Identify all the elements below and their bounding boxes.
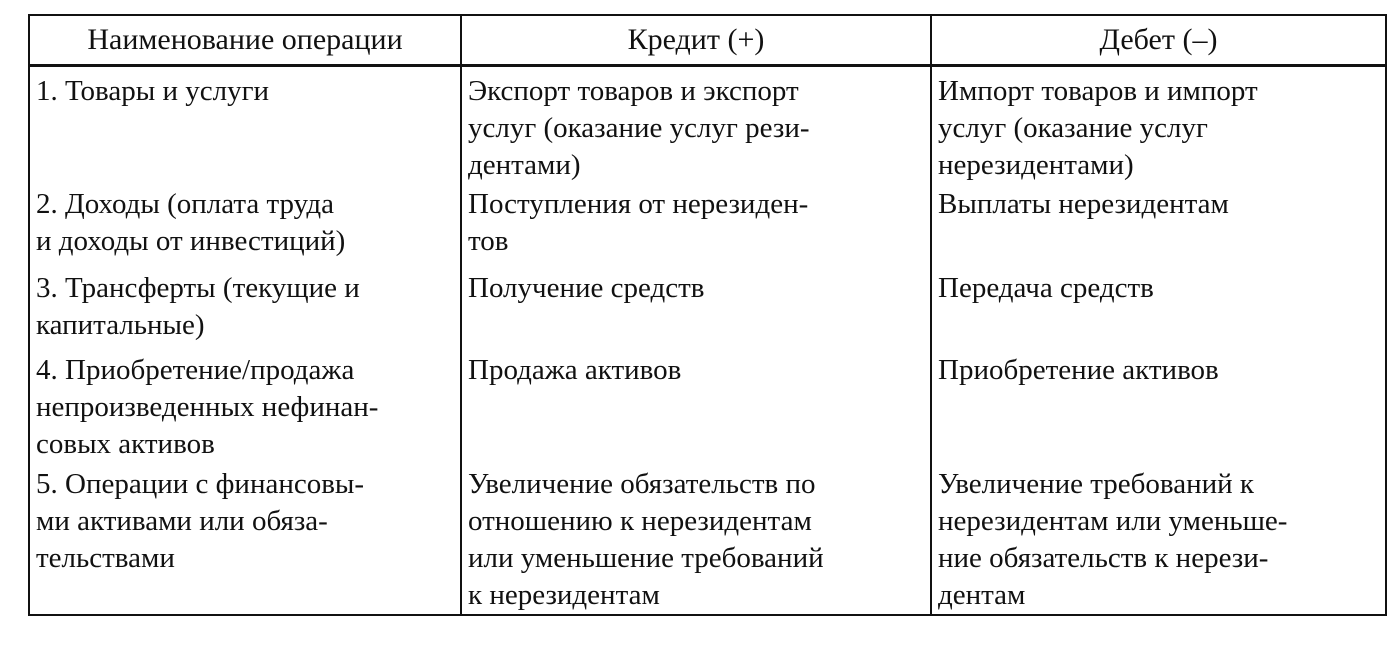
header-debit: Дебет (–) <box>931 15 1386 66</box>
cell-operation: 2. Доходы (оплата труда и доходы от инвестиций) <box>29 184 461 268</box>
cell-debit: Передача средств <box>931 268 1386 350</box>
table-header <box>29 15 1386 66</box>
operations-table <box>28 14 1387 616</box>
cell-credit: Поступления от нерезиден- тов <box>461 184 931 268</box>
cell-credit: Продажа активов <box>461 350 931 464</box>
header-operation-name: Наименование операции <box>29 15 461 66</box>
cell-operation: 5. Операции с финансовы- ми активами или обяза- тельствами <box>29 464 461 615</box>
cell-debit: Выплаты нерезидентам <box>931 184 1386 268</box>
table-row <box>29 464 1386 615</box>
header-credit: Кредит (+) <box>461 15 931 66</box>
document-page <box>28 14 1385 648</box>
table-row <box>29 184 1386 268</box>
header-row <box>29 15 1386 66</box>
table-row <box>29 350 1386 464</box>
cell-debit: Приобретение активов <box>931 350 1386 464</box>
cell-operation: 3. Трансферты (текущие и капитальные) <box>29 268 461 350</box>
table-row <box>29 268 1386 350</box>
cell-operation: 4. Приобретение/продажа непроизведенных нефинан- совых активов <box>29 350 461 464</box>
table-row <box>29 66 1386 185</box>
cell-credit: Получение средств <box>461 268 931 350</box>
cell-operation: 1. Товары и услуги <box>29 66 461 185</box>
cell-debit: Импорт товаров и импорт услуг (оказание услуг нерезидентами) <box>931 66 1386 185</box>
cell-debit: Увеличение требований к нерезидентам или уменьше- ние обязательств к нерези- дентам <box>931 464 1386 615</box>
table-body <box>29 66 1386 616</box>
cell-credit: Увеличение обязательств по отношению к нерезидентам или уменьшение требований к нерезидентам <box>461 464 931 615</box>
cell-credit: Экспорт товаров и экспорт услуг (оказание услуг рези- дентами) <box>461 66 931 185</box>
